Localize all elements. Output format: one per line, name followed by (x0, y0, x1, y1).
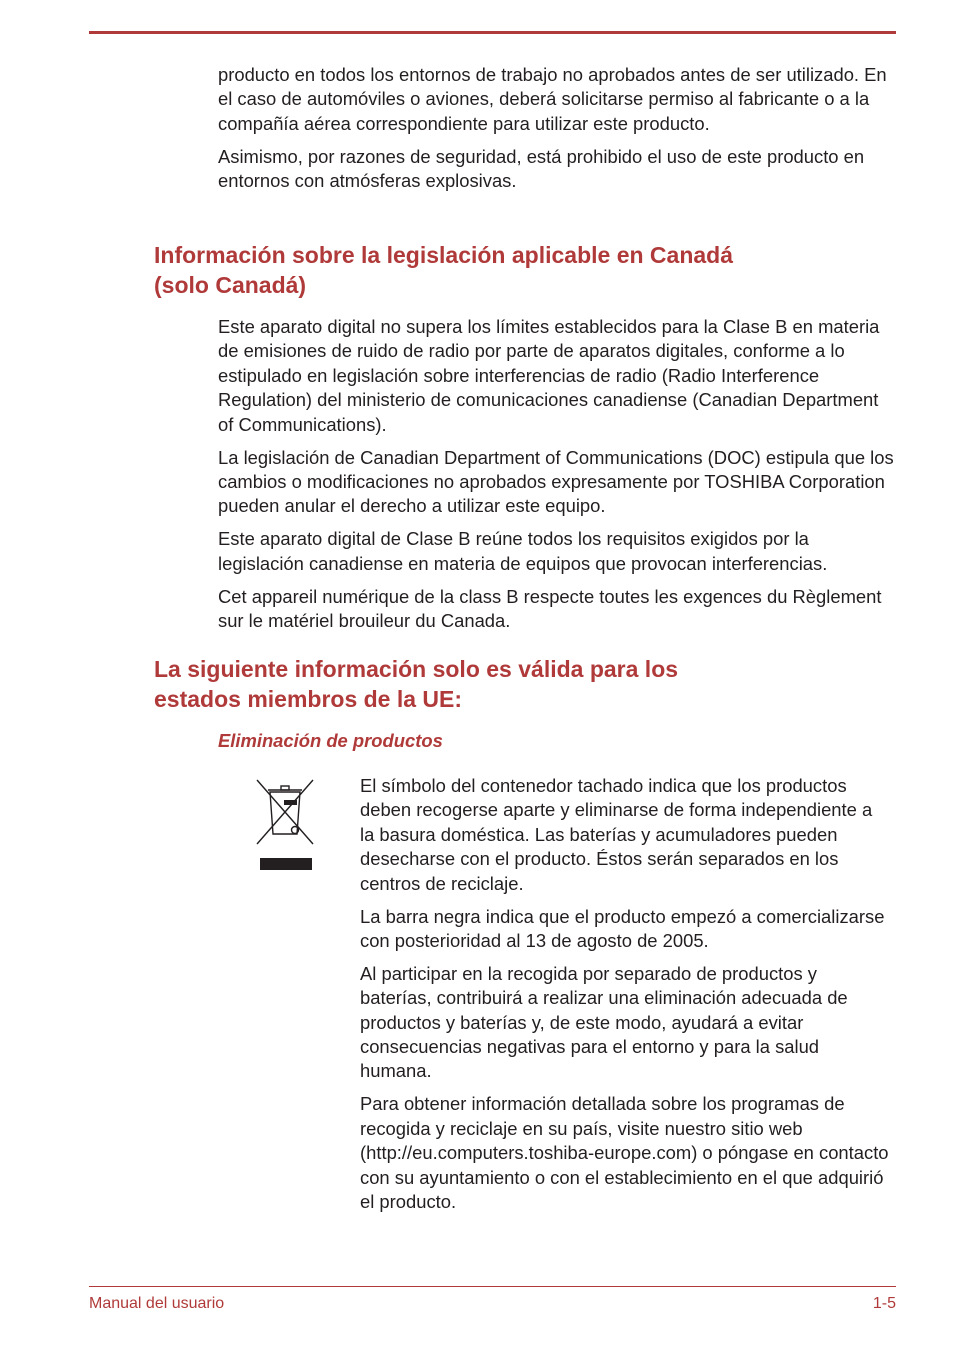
page-number: 1-5 (872, 1295, 896, 1312)
heading-line: La siguiente información solo es válida para los (154, 656, 679, 682)
paragraph: Cet appareil numérique de la class B respecte toutes les exgences du Règlement sur le matériel brouileur du Canada. (218, 585, 882, 631)
crossed-out-wheelie-bin-icon (255, 778, 315, 872)
paragraph: La legislación de Canadian Department of Communications (DOC) estipula que los cambios o modificaciones no aprobados expresamente por TOSHIBA Corporation pueden anular el derecho a utilizar este equipo. (218, 446, 894, 517)
heading-line: Información sobre la legislación aplicable en Canadá (154, 242, 734, 268)
heading-line: estados miembros de la UE: (154, 685, 463, 712)
paragraph: Este aparato digital de Clase B reúne todos los requisitos exigidos por la legislación canadiense en materia de equipos que provocan interferencias. (218, 528, 828, 574)
footer-title: Manual del usuario (89, 1295, 225, 1312)
paragraph: Al participar en la recogida por separado de productos y baterías, contribuirá a realizar una eliminación adecuada de productos y baterías y, de este modo, ayudará a evitar consecuencias negativas para el entorno y para la salud humana. (360, 962, 848, 1082)
paragraph: La barra negra indica que el producto empezó a comercializarse con posterioridad al 13 de agosto de 2005. (360, 905, 885, 951)
paragraph: producto en todos los entornos de trabajo no aprobados antes de ser utilizado. En el caso de automóviles o aviones, deberá solicitarse permiso al fabricante o a la compañía aérea correspondiente para utilizar este producto. (218, 64, 887, 134)
footer-rule (89, 1286, 896, 1287)
disposal-text (360, 774, 890, 1223)
intro-text (218, 63, 898, 202)
paragraph: El símbolo del contenedor tachado indica que los productos deben recogerse aparte y eliminarse de forma independiente a la basura doméstica. Las baterías y acumuladores pueden desecharse con el producto. Éstos serán separados en los centros de reciclaje. (360, 775, 873, 894)
disposal-subheading: Eliminación de productos (218, 730, 443, 751)
paragraph: Este aparato digital no supera los límites establecidos para la Clase B en materia de emisiones de ruido de radio por parte de aparatos digitales, conforme a lo estipulado en legislación sobre interferencias de radio (Radio Interference Regulation) del ministerio de comunicaciones canadiense (Canadian Department of Communications). (218, 316, 880, 435)
header-rule (89, 31, 896, 34)
eu-heading (154, 655, 894, 714)
paragraph: Para obtener información detallada sobre los programas de recogida y reciclaje en su país, visite nuestro sitio web (http://eu.computers.toshiba-europe.com) o póngase en contacto con su ayuntamiento o con el establecimiento en el que adquirió el producto. (360, 1093, 889, 1212)
canada-text (218, 315, 898, 642)
heading-line: (solo Canadá) (154, 271, 307, 298)
canada-heading (154, 241, 894, 300)
paragraph: Asimismo, por razones de seguridad, está prohibido el uso de este producto en entornos con atmósferas explosivas. (218, 145, 865, 192)
